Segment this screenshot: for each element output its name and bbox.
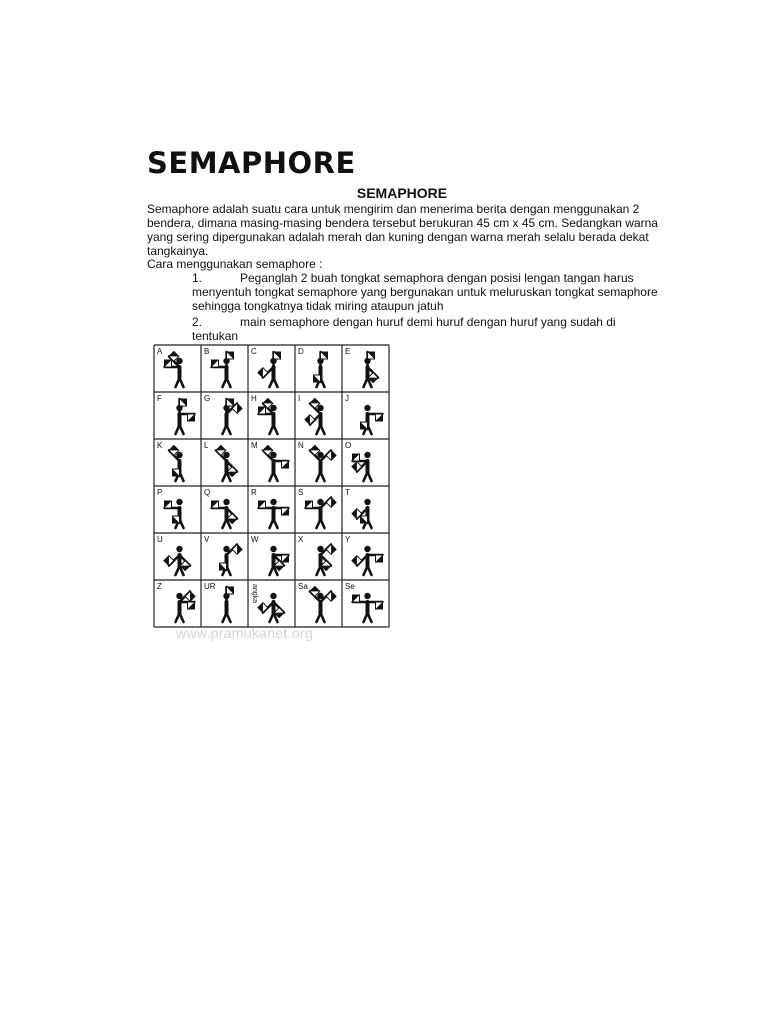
cell-label: G (204, 394, 211, 403)
cell-label: W (251, 535, 259, 544)
cell-label: Sa (298, 582, 308, 591)
figure-head (176, 546, 182, 552)
semaphore-cell (298, 582, 336, 622)
cell-label: UR (204, 582, 216, 591)
step-text: main semaphore dengan huruf demi huruf dengan huruf yang sudah di tentukan (192, 315, 616, 343)
semaphore-cell (251, 488, 289, 528)
figure-head (176, 499, 182, 505)
cell-label: K (157, 441, 163, 450)
cell-label: I (298, 394, 301, 403)
semaphore-cell (251, 394, 278, 434)
flag-red-half (352, 556, 357, 566)
figure-leg (321, 613, 325, 622)
figure-leg (274, 472, 278, 481)
flag-red-half (169, 351, 179, 356)
semaphore-cell (157, 582, 195, 622)
figure-leg (227, 378, 231, 387)
step-number: 1. (192, 271, 203, 285)
cell-label: N (298, 441, 304, 450)
cell-label: Se (345, 582, 355, 591)
cell-label: D (298, 347, 304, 356)
semaphore-cell (204, 441, 237, 481)
semaphore-cell (157, 394, 195, 434)
flag-red-half (216, 445, 226, 450)
cell-label: C (251, 347, 257, 356)
semaphore-cell (345, 582, 383, 622)
figure-leg (227, 425, 231, 434)
cell-label: U (157, 535, 163, 544)
figure-leg (274, 519, 278, 528)
flag-red-half (169, 445, 179, 450)
step-item-1 (192, 271, 662, 313)
figure-head (364, 499, 370, 505)
figure-leg (368, 472, 372, 481)
figure-head (364, 405, 370, 411)
step-item-2 (192, 315, 662, 343)
page-title: SEMAPHORE (147, 146, 356, 180)
flag-red-half (263, 398, 273, 403)
cell-label: M (251, 441, 258, 450)
cell-label: S (298, 488, 304, 497)
figure-leg (321, 425, 325, 434)
figure-head (364, 452, 370, 458)
semaphore-cell (298, 441, 336, 481)
figure-leg (321, 472, 325, 481)
figure-leg (321, 519, 325, 528)
flag-red-half (237, 544, 242, 554)
cell-label: A (157, 347, 163, 356)
cell-label: angka (251, 584, 258, 604)
semaphore-cell (157, 488, 184, 528)
figure-leg (180, 425, 184, 434)
figure-head (223, 499, 229, 505)
step-text: Peganglah 2 buah tongkat semaphora dengan posisi lengan tangan harus menyentuh tongkat semaphore yang bergunakan untuk meluruskan tongkat semaphore sehingga tongkatnya tidak miring ataupun jatuh (192, 271, 658, 313)
semaphore-grid (153, 344, 391, 628)
semaphore-cell (251, 347, 281, 387)
figure-head (270, 593, 276, 599)
cell-label: O (345, 441, 352, 450)
semaphore-cell (204, 535, 242, 575)
semaphore-cell (345, 488, 372, 528)
cell-label: V (204, 535, 210, 544)
cell-label: T (345, 488, 350, 497)
flag-red-half (310, 586, 320, 591)
figure-leg (180, 613, 184, 622)
figure-head (270, 499, 276, 505)
semaphore-cell (204, 582, 234, 622)
flag-red-half (310, 445, 320, 450)
semaphore-cell (298, 488, 336, 528)
cell-label: X (298, 535, 304, 544)
semaphore-alphabet-chart (153, 344, 391, 628)
figure-leg (274, 378, 278, 387)
step-number: 2. (192, 315, 203, 329)
semaphore-cell (204, 488, 237, 528)
cell-label: F (157, 394, 162, 403)
semaphore-cell (298, 535, 336, 575)
cell-label: L (204, 441, 209, 450)
flag-red-half (258, 368, 263, 378)
semaphore-cell (157, 347, 184, 387)
figure-head (270, 546, 276, 552)
flag-red-half (164, 556, 169, 566)
flag-red-half (263, 445, 273, 450)
cell-label: J (345, 394, 349, 403)
flag-red-half (331, 497, 336, 507)
watermark: www.pramukanet.org (176, 625, 313, 641)
flag-red-half (190, 591, 195, 601)
flag-red-half (331, 591, 336, 601)
semaphore-cell (157, 441, 184, 481)
semaphore-cell (251, 584, 284, 622)
semaphore-cell (298, 394, 325, 434)
semaphore-cell (345, 535, 383, 575)
semaphore-cell (345, 394, 383, 434)
cell-label: Y (345, 535, 351, 544)
cell-label: B (204, 347, 210, 356)
semaphore-cell (204, 394, 242, 434)
semaphore-cell (345, 441, 372, 481)
flag-red-half (237, 403, 242, 413)
semaphore-cell (298, 347, 328, 387)
semaphore-cell (251, 535, 289, 575)
flag-red-half (310, 398, 320, 403)
cell-label: H (251, 394, 257, 403)
semaphore-cell (157, 535, 190, 575)
figure-leg (227, 613, 231, 622)
figure-leg (368, 613, 372, 622)
flag-red-half (258, 603, 263, 613)
figure-head (364, 593, 370, 599)
figure-head (364, 546, 370, 552)
usage-intro: Cara menggunakan semaphore : (147, 257, 323, 271)
flag-red-half (305, 415, 310, 425)
figure-leg (180, 378, 184, 387)
figure-leg (274, 425, 278, 434)
flag-red-half (331, 450, 336, 460)
cell-label: Q (204, 488, 211, 497)
cell-label: P (157, 488, 163, 497)
semaphore-cell (204, 347, 234, 387)
cell-label: R (251, 488, 257, 497)
cell-label: E (345, 347, 351, 356)
semaphore-cell (251, 441, 289, 481)
flag-red-half (352, 462, 357, 472)
intro-paragraph: Semaphore adalah suatu cara untuk mengirim dan menerima berita dengan menggunakan 2 bendera, dimana masing-masing bendera tersebut berukuran 45 cm x 45 cm. Sedangkan warna yang sering dipergunakan adalah merah dan kuning dengan warna merah selalu berada dekat tangkainya. (147, 202, 658, 258)
semaphore-cell (345, 347, 378, 387)
flag-red-half (331, 544, 336, 554)
flag-red-half (352, 509, 357, 519)
cell-label: Z (157, 582, 162, 591)
figure-leg (368, 566, 372, 575)
section-heading: SEMAPHORE (356, 185, 448, 201)
